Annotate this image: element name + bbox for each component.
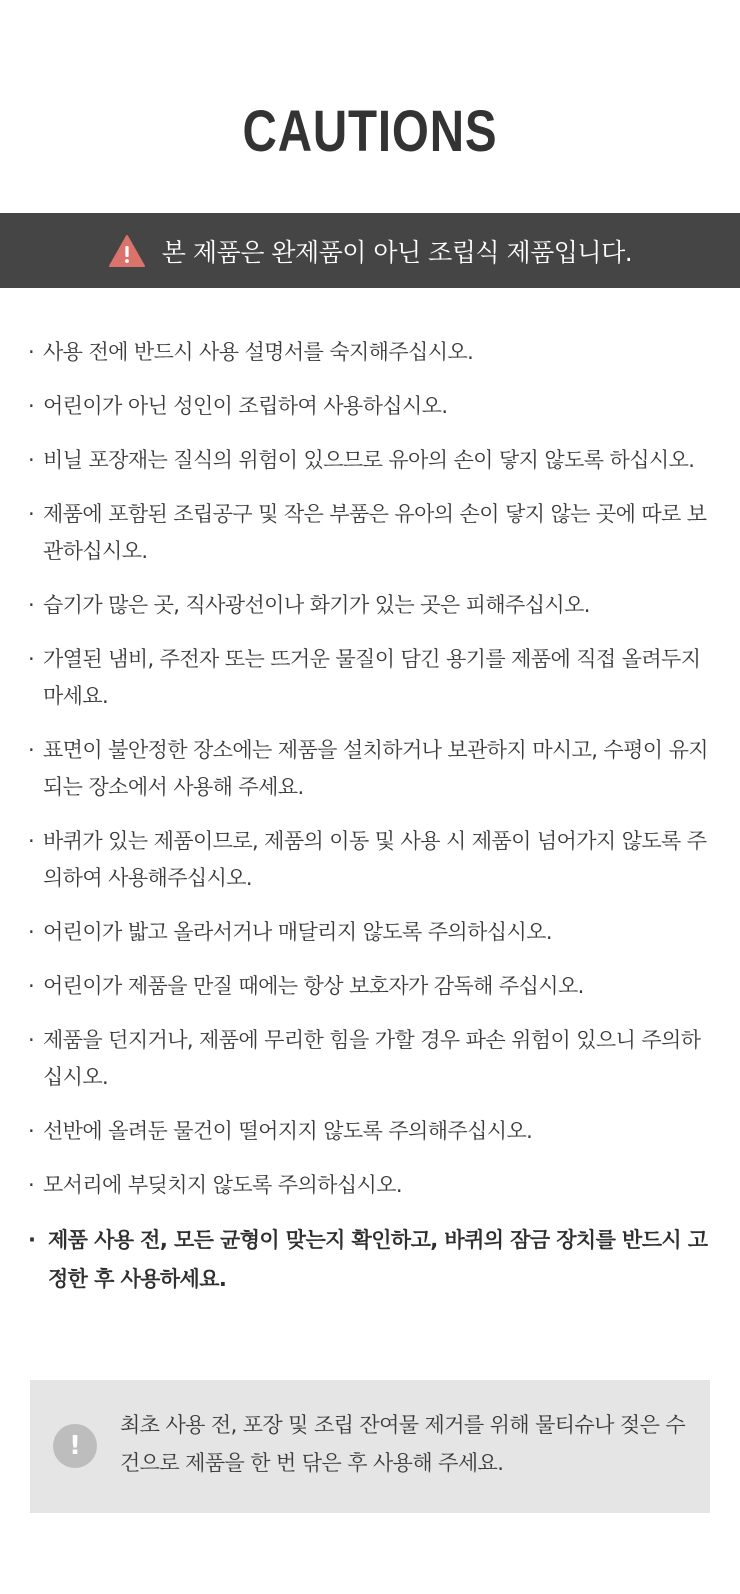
caution-text: 선반에 올려둔 물건이 떨어지지 않도록 주의해주십시오. [43, 1119, 533, 1143]
bullet: · [28, 340, 35, 364]
caution-text: 비닐 포장재는 질식의 위험이 있으므로 유아의 손이 닿지 않도록 하십시오. [43, 448, 695, 472]
caution-text: 표면이 불안정한 장소에는 제품을 설치하거나 보관하지 마시고, 수평이 유지되는 장소에서 사용해 주세요. [43, 738, 708, 799]
list-item [26, 1167, 712, 1204]
caution-text: 어린이가 아닌 성인이 조립하여 사용하십시오. [43, 394, 448, 418]
list-item [26, 587, 712, 624]
banner-text: 본 제품은 완제품이 아닌 조립식 제품입니다. [161, 237, 633, 267]
assembly-notice-banner [0, 213, 740, 288]
bullet: · [28, 502, 35, 526]
list-item [26, 334, 712, 371]
emphasis-text: 제품 사용 전, 모든 균형이 맞는지 확인하고, 바퀴의 잠금 장치를 반드시 고정한 후 사용하세요. [48, 1228, 708, 1291]
list-item [26, 442, 712, 479]
caution-text: 모서리에 부딪치지 않도록 주의하십시오. [43, 1173, 402, 1197]
list-item [26, 1022, 712, 1096]
bullet: · [28, 394, 35, 418]
list-item [26, 1113, 712, 1150]
bullet: · [28, 1119, 35, 1143]
warning-triangle-icon [108, 234, 146, 268]
page-title: CAUTIONS [242, 99, 498, 164]
list-item [26, 968, 712, 1005]
list-item [26, 823, 712, 897]
bullet: · [28, 1028, 35, 1052]
bullet: · [28, 1173, 35, 1197]
caution-text: 어린이가 밟고 올라서거나 매달리지 않도록 주의하십시오. [43, 920, 552, 944]
list-item [26, 388, 712, 425]
emphasis-item [26, 1221, 712, 1299]
notice-text: 최초 사용 전, 포장 및 조립 잔여물 제거를 위해 물티슈나 젖은 수건으로 제품을 한 번 닦은 후 사용해 주세요. [120, 1413, 686, 1475]
bullet: · [28, 974, 35, 998]
bullet: · [28, 920, 35, 944]
bullet: · [28, 1228, 36, 1252]
caution-text: 제품을 던지거나, 제품에 무리한 힘을 가할 경우 파손 위험이 있으니 주의하십시오. [43, 1028, 701, 1089]
list-item [26, 641, 712, 715]
caution-text: 어린이가 제품을 만질 때에는 항상 보호자가 감독해 주십시오. [43, 974, 584, 998]
list-item [26, 496, 712, 570]
caution-text: 가열된 냄비, 주전자 또는 뜨거운 물질이 담긴 용기를 제품에 직접 올려두지 마세요. [43, 647, 701, 708]
bullet: · [28, 593, 35, 617]
bullet: · [28, 738, 35, 762]
caution-text: 습기가 많은 곳, 직사광선이나 화기가 있는 곳은 피해주십시오. [43, 593, 590, 617]
bullet: · [28, 647, 35, 671]
cleaning-notice-box [30, 1380, 710, 1513]
caution-text: 제품에 포함된 조립공구 및 작은 부품은 유아의 손이 닿지 않는 곳에 따로 보관하십시오. [43, 502, 707, 563]
list-item [26, 732, 712, 806]
bullet: · [28, 448, 35, 472]
caution-list [26, 334, 712, 1316]
caution-text: 바퀴가 있는 제품이므로, 제품의 이동 및 사용 시 제품이 넘어가지 않도록 주의하여 사용해주십시오. [43, 829, 707, 890]
caution-text: 사용 전에 반드시 사용 설명서를 숙지해주십시오. [43, 340, 474, 364]
bullet: · [28, 829, 35, 853]
list-item [26, 914, 712, 951]
exclamation-circle-icon: ! [53, 1424, 97, 1468]
